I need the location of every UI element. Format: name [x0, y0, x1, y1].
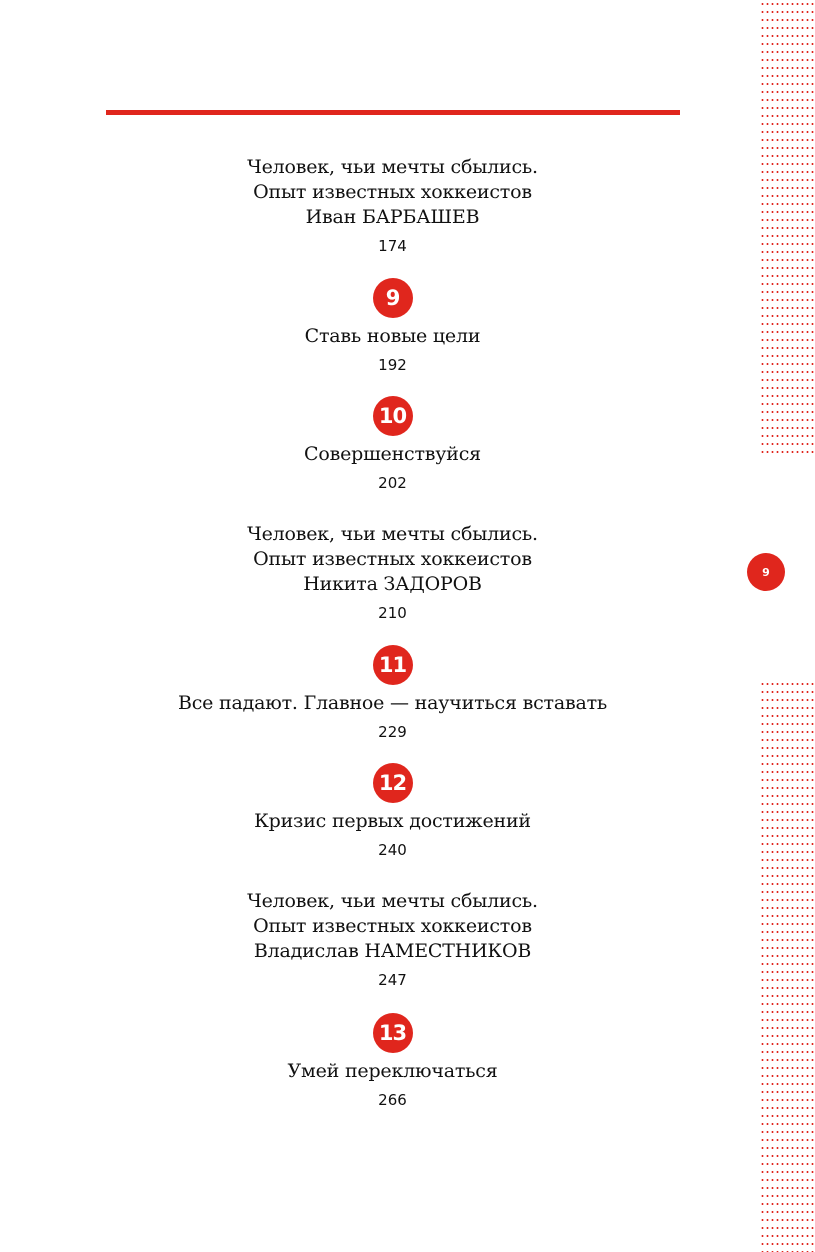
- story-line-3: Владислав НАМЕСТНИКОВ: [253, 940, 532, 962]
- toc-page-number: 266: [378, 1091, 407, 1109]
- toc-story-barbashev[interactable]: [0, 155, 785, 256]
- chapter-title: Совершенствуйся: [304, 443, 481, 465]
- story-line-3: Иван БАРБАШЕВ: [305, 206, 480, 228]
- toc-story-namestnikov[interactable]: [0, 889, 785, 990]
- chapter-number-badge: 10: [373, 396, 413, 436]
- chapter-number-badge: 13: [373, 1013, 413, 1053]
- toc-chapter-13[interactable]: [0, 1013, 785, 1110]
- toc-page-number: 229: [378, 723, 407, 741]
- toc-page-number: 174: [378, 237, 407, 255]
- story-line-3: Никита ЗАДОРОВ: [303, 573, 482, 595]
- chapter-title: Умей переключаться: [287, 1060, 498, 1082]
- toc-page-number: 210: [378, 604, 407, 622]
- toc-chapter-11[interactable]: [0, 645, 785, 742]
- side-page-number-badge: 9: [747, 553, 785, 591]
- toc-page-number: 247: [378, 971, 407, 989]
- story-line-1: Человек, чьи мечты сбылись.: [247, 523, 538, 545]
- story-line-1: Человек, чьи мечты сбылись.: [247, 890, 538, 912]
- toc-page-number: 192: [378, 356, 407, 374]
- story-line-1: Человек, чьи мечты сбылись.: [247, 156, 538, 178]
- story-line-2: Опыт известных хоккеистов: [253, 915, 532, 937]
- chapter-number-badge: 11: [373, 645, 413, 685]
- story-line-2: Опыт известных хоккеистов: [253, 548, 532, 570]
- toc-chapter-9[interactable]: [0, 278, 785, 375]
- chapter-title: Все падают. Главное — научиться вставать: [177, 692, 608, 714]
- story-line-2: Опыт известных хоккеистов: [253, 181, 532, 203]
- toc-page-number: 202: [378, 474, 407, 492]
- toc-chapter-12[interactable]: [0, 763, 785, 860]
- chapter-number-badge: 9: [373, 278, 413, 318]
- toc-page-number: 240: [378, 841, 407, 859]
- chapter-title: Ставь новые цели: [304, 325, 481, 347]
- toc-story-zadorov[interactable]: [0, 522, 785, 623]
- chapter-title: Кризис первых достижений: [254, 810, 531, 832]
- chapter-number-badge: 12: [373, 763, 413, 803]
- toc-chapter-10[interactable]: [0, 396, 785, 493]
